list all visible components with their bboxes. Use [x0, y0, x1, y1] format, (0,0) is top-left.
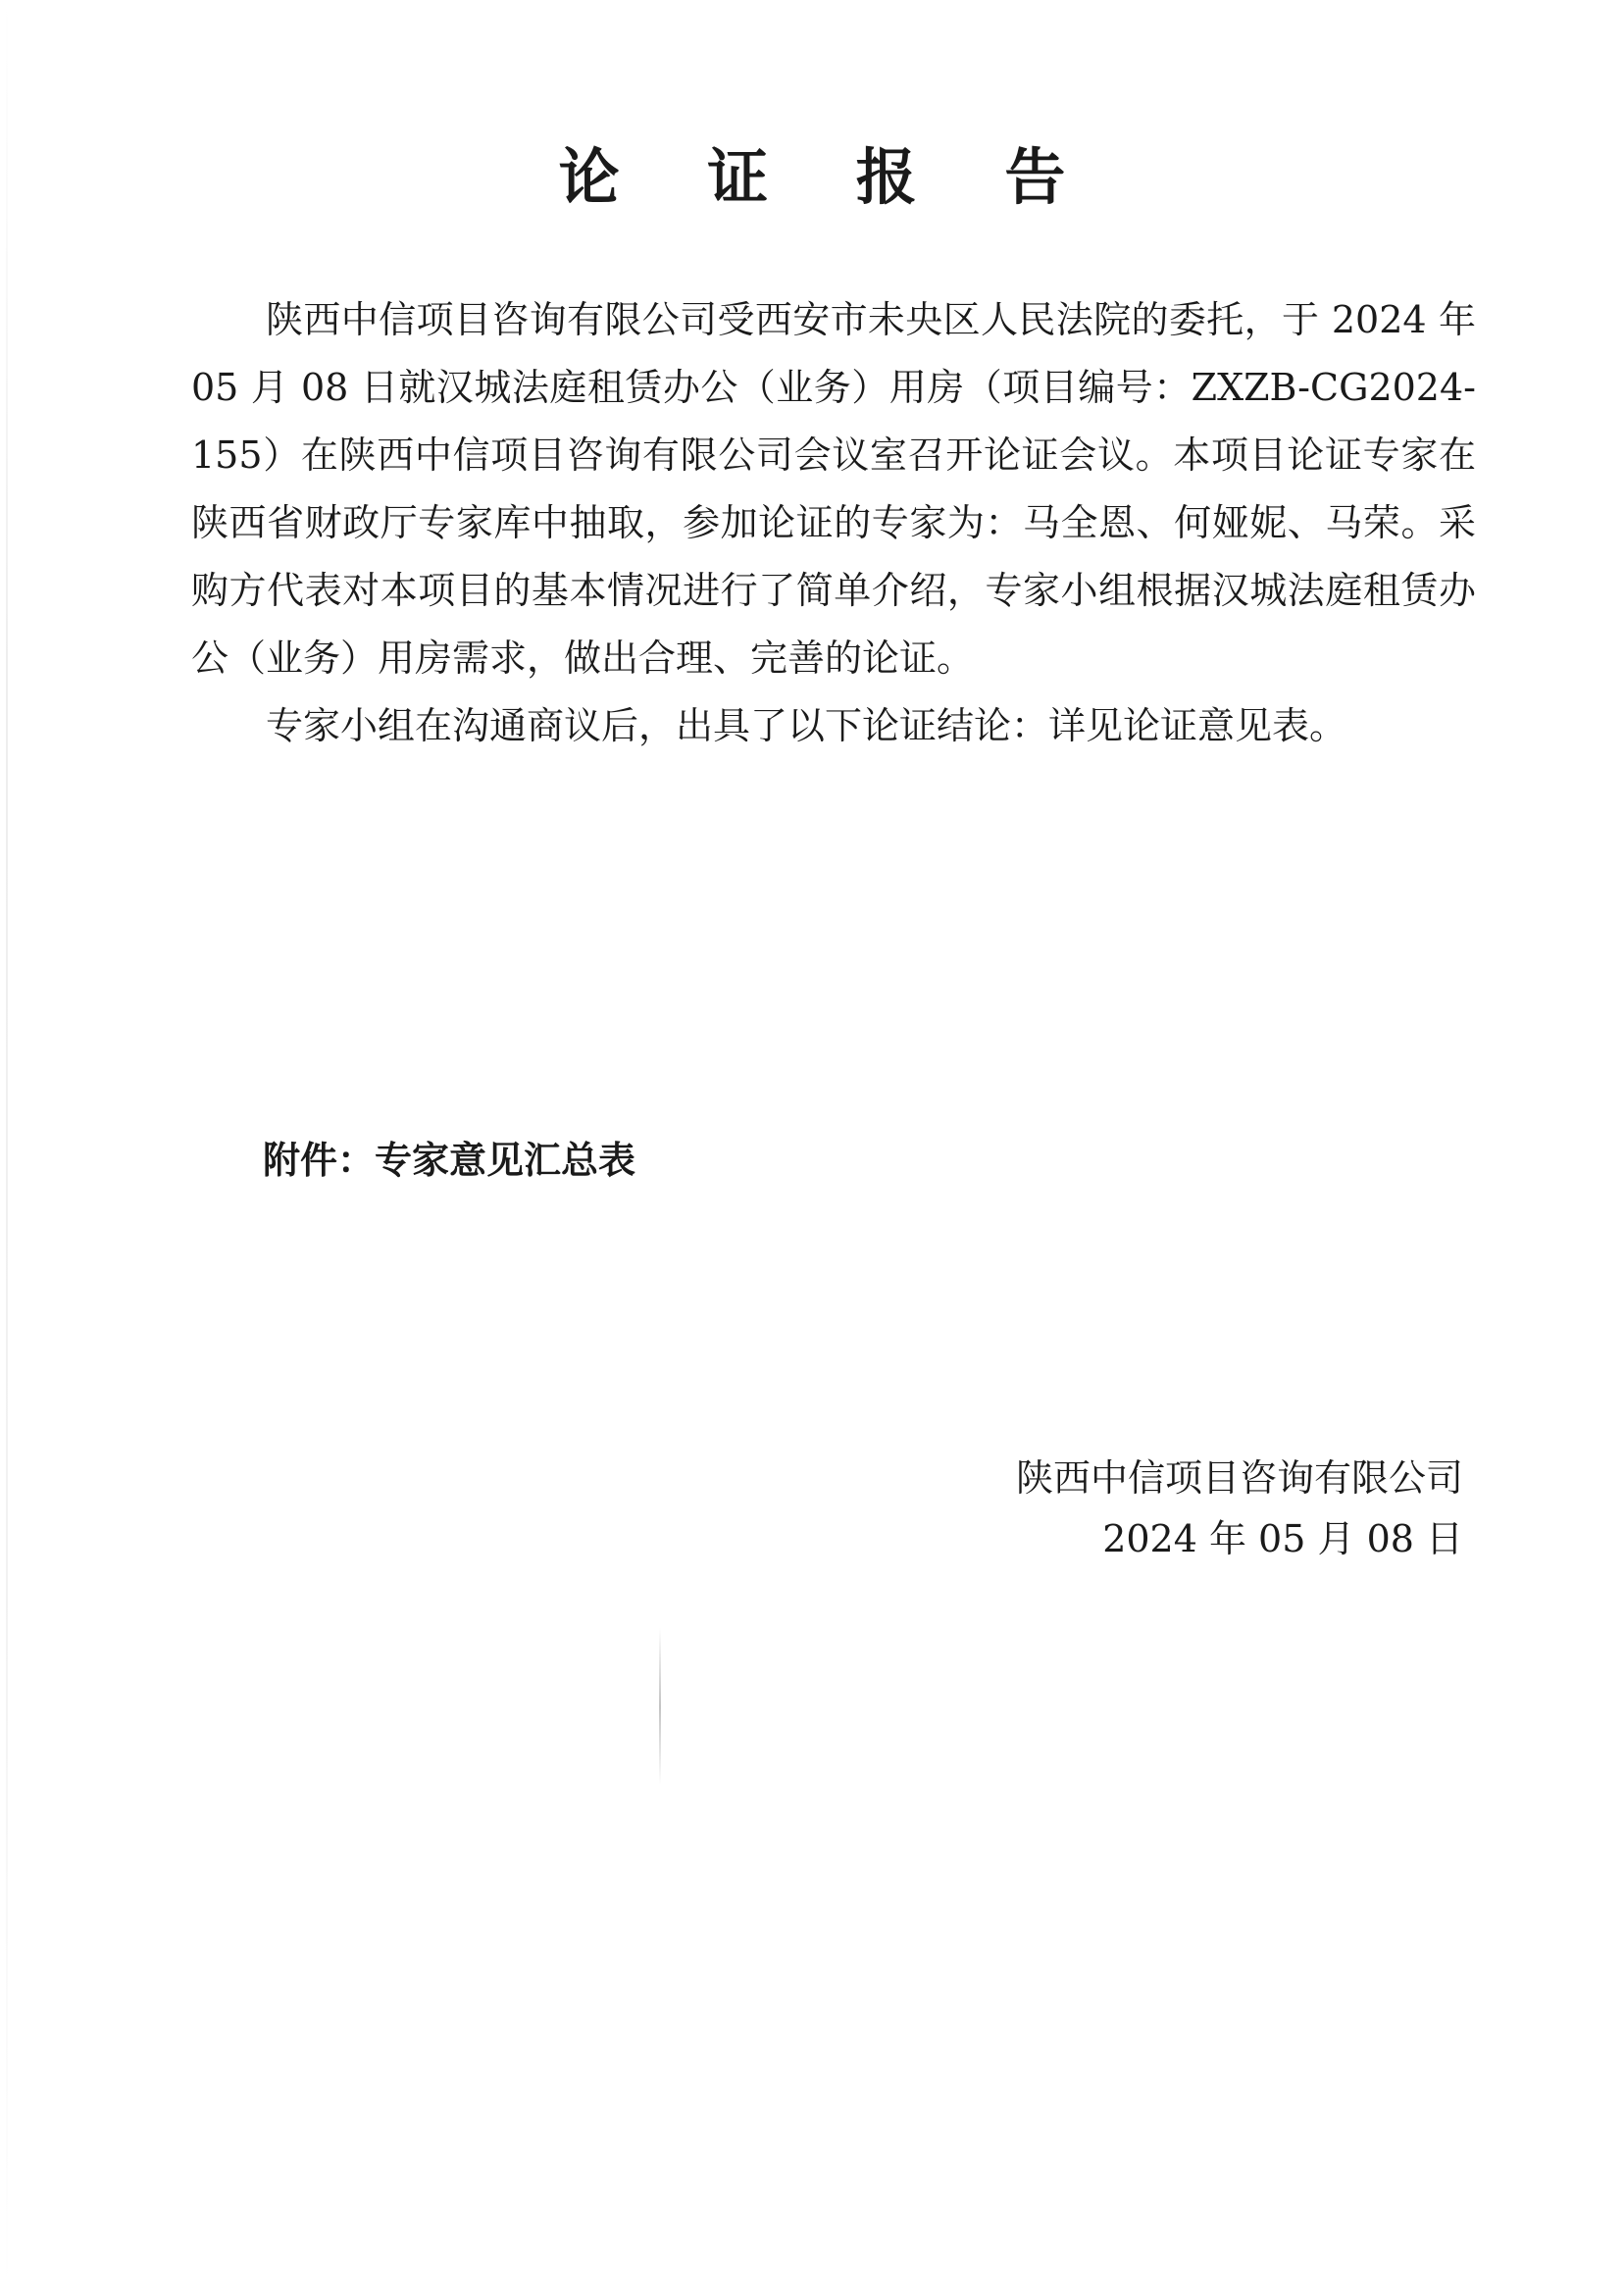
body-paragraph-2: 专家小组在沟通商议后，出具了以下论证结论：详见论证意见表。 [266, 704, 1347, 747]
signature-block [1016, 1448, 1463, 1569]
signature-company: 陕西中信项目咨询有限公司 [1015, 1456, 1463, 1500]
document-title: 论 证 报 告 [558, 141, 1099, 213]
signature-date: 2024 年 05 月 08 日 [1102, 1517, 1463, 1560]
attachment-note: 附件：专家意见汇总表 [263, 1138, 636, 1182]
body-paragraph-1: 陕西中信项目咨询有限公司受西安市未央区人民法院的委托，于 2024 年 05 月 08 日就汉城法庭租赁办公（业务）用房（项目编号：ZXZB-CG2024-155）在陕西中信项目咨询有限公司会议室召开论证会议。本项目论证专家在陕西省财政厅专家库中抽取，参加论证的专家为：马全恩、何娅妮、马荣。采购方代表对本项目的基本情况进行了简单介绍，专家小组根据汉城法庭租赁办公（业务）用房需求，做出合理、完善的论证。 [191, 298, 1476, 680]
scan-edge-shadow [6, 0, 8, 2294]
document-body [191, 286, 1476, 760]
scan-artifact-line [659, 1628, 661, 1785]
